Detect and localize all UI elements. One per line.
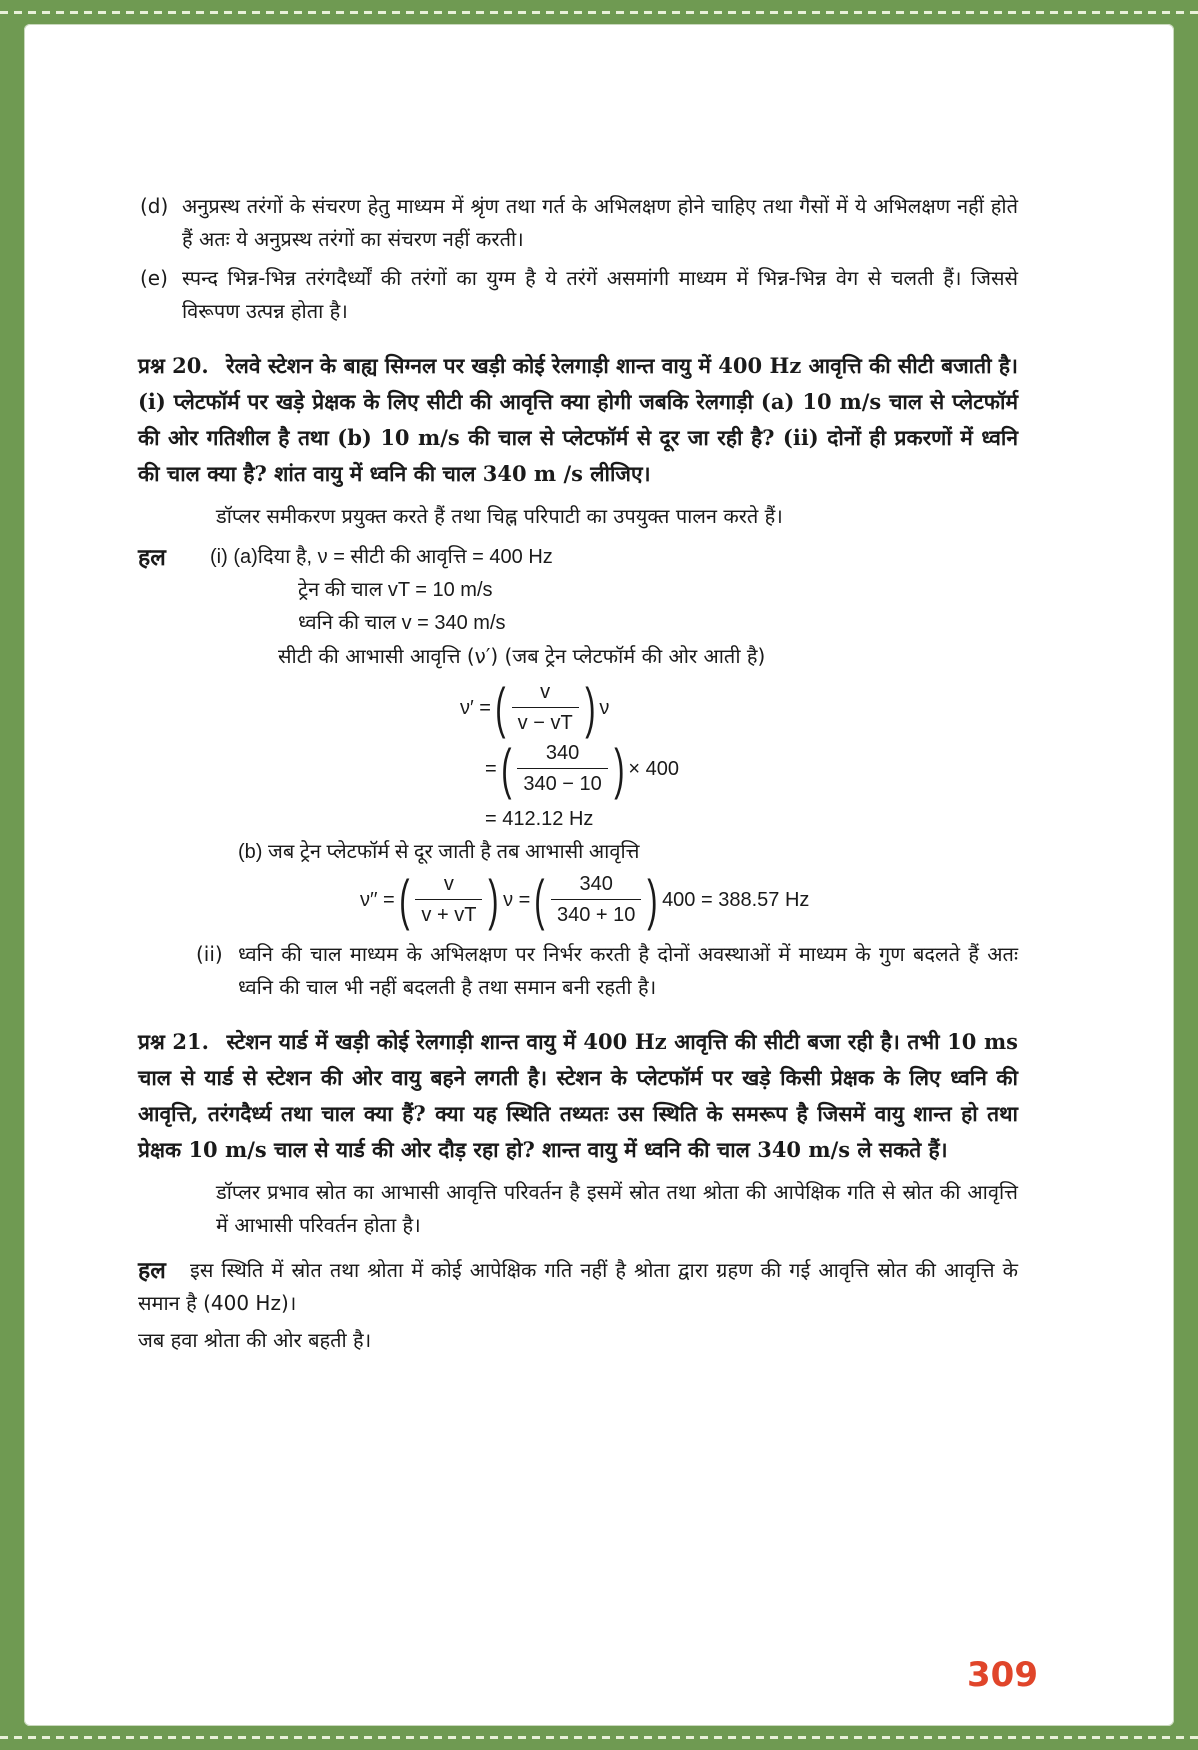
equation-3: = 412.12 Hz — [485, 808, 594, 830]
question-label: प्रश्न 20. — [138, 353, 209, 378]
paren-close: ) — [613, 736, 625, 800]
eq-tail: ν — [599, 696, 610, 719]
fraction — [415, 869, 482, 930]
paren-open: ( — [398, 867, 410, 931]
denominator: v + vT — [421, 904, 477, 926]
numerator: v — [415, 869, 482, 900]
numerator: 340 — [517, 738, 607, 769]
question-20 — [138, 348, 1018, 492]
eq-mid: ν = — [503, 888, 531, 911]
fraction — [551, 869, 641, 930]
equation-1 — [138, 677, 1018, 738]
solution-line-b: (b) जब ट्रेन प्लेटफॉर्म से दूर जाती है तब आभासी आवृत्ति — [238, 841, 640, 863]
paren-close: ) — [584, 675, 596, 739]
paren-open: ( — [500, 736, 512, 800]
solution-label: हल — [138, 1257, 166, 1284]
list-text: स्पन्द भिन्न-भिन्न तरंगदैर्ध्यों की तरंगों का युग्म है ये तरंगें असमांगी माध्यम में भिन्न-भिन्न वेग से चलती हैं। जिससे विरूपण उत्पन्न होता है। — [182, 266, 1018, 323]
solution-line: जब हवा श्रोता की ओर बहती है। — [138, 1328, 372, 1352]
eq-lhs: = — [485, 757, 497, 780]
equation-2 — [138, 738, 1018, 799]
paren-open: ( — [495, 675, 506, 739]
solution-line: सीटी की आभासी आवृत्ति (ν′) (जब ट्रेन प्लेटफॉर्म की ओर आती है) — [278, 644, 766, 668]
eq-lhs: ν′′ = — [360, 888, 395, 911]
solution-20 — [138, 541, 1018, 1004]
denominator: v − vT — [517, 712, 573, 734]
list-marker: (d) — [140, 194, 169, 218]
numerator: v — [512, 677, 579, 708]
page-number: 309 — [967, 1655, 1038, 1695]
fraction — [512, 677, 579, 738]
list-item-e — [138, 262, 1018, 328]
solution-line: ट्रेन की चाल vT = 10 m/s — [298, 579, 493, 601]
question-20-note: डॉप्लर समीकरण प्रयुक्त करते हैं तथा चिह्न परिपाटी का उपयुक्त पालन करते हैं। — [216, 504, 783, 528]
eq-lhs: ν′ = — [460, 696, 491, 719]
list-marker: (e) — [140, 266, 168, 290]
list-item-d — [138, 190, 1018, 256]
eq-tail: 400 = 388.57 Hz — [662, 888, 810, 911]
question-text: स्टेशन यार्ड में खड़ी कोई रेलगाड़ी शान्त वायु में 400 Hz आवृत्ति की सीटी बजा रही है। तभी 10 ms चाल से यार्ड से स्टेशन की ओर वायु बहने लगती है। स्टेशन के प्लेटफॉर्म पर खड़े किसी प्रेक्षक के लिए ध्वनि की आवृत्ति, तरंगदैर्ध्य तथा चाल क्या हैं? क्या यह स्थिति तथ्यतः उस स्थिति के समरूप है जिसमें वायु शान्त हो तथा प्रेक्षक 10 m/s चाल से यार्ड की ओर दौड़ रहा हो? शान्त वायु में ध्वनि की चाल 340 m/s ले सकते हैं। — [138, 1029, 1018, 1162]
list-text: अनुप्रस्थ तरंगों के संचरण हेतु माध्यम में श्रृंण तथा गर्त के अभिलक्षण होने चाहिए तथा गैसों में ये अभिलक्षण नहीं होते हैं अतः ये अनुप्रस्थ तरंगों का संचरण नहीं करती। — [182, 194, 1018, 251]
fraction — [517, 738, 607, 799]
solution-line: ध्वनि की चाल v = 340 m/s — [298, 612, 506, 634]
equation-4 — [138, 869, 1018, 930]
solution-label: हल — [138, 544, 166, 571]
eq-tail: × 400 — [628, 757, 680, 780]
paren-close: ) — [647, 867, 658, 931]
solution-21 — [138, 1254, 1018, 1357]
question-21 — [138, 1024, 1018, 1168]
solution-line: (i) (a)दिया है, ν = सीटी की आवृत्ति = 400 Hz — [210, 546, 553, 568]
question-21-note: डॉप्लर प्रभाव स्रोत का आभासी आवृत्ति परिवर्तन है इसमें स्रोत तथा श्रोता की आपेक्षिक गति से स्रोत की आवृत्ति में आभासी परिवर्तन होता है। — [216, 1180, 1018, 1237]
question-text: रेलवे स्टेशन के बाह्य सिग्नल पर खड़ी कोई रेलगाड़ी शान्त वायु में 400 Hz आवृत्ति की सीटी बजाती है। (i) प्लेटफॉर्म पर खड़े प्रेक्षक के लिए सीटी की आवृत्ति क्या होगी जबकि रेलगाड़ी (a) 10 m/s चाल से प्लेटफॉर्म की ओर गतिशील है तथा (b) 10 m/s की चाल से प्लेटफॉर्म से दूर जा रही है? (ii) दोनों ही प्रकरणों में ध्वनि की चाल क्या है? शांत वायु में ध्वनि की चाल 340 m /s लीजिए। — [138, 353, 1018, 486]
page-content — [138, 190, 1018, 1357]
solution-text: इस स्थिति में स्रोत तथा श्रोता में कोई आपेक्षिक गति नहीं है श्रोता द्वारा ग्रहण की गई आवृत्ति स्रोत की आवृत्ति के समान है (400 Hz)। — [138, 1258, 1018, 1315]
paren-open: ( — [534, 867, 545, 931]
numerator: 340 — [551, 869, 641, 900]
paren-close: ) — [488, 867, 499, 931]
list-item-ii — [194, 938, 1018, 1004]
denominator: 340 + 10 — [556, 904, 636, 926]
list-text: ध्वनि की चाल माध्यम के अभिलक्षण पर निर्भर करती है दोनों अवस्थाओं में माध्यम के गुण बदलते हैं अतः ध्वनि की चाल भी नहीं बदलती है तथा समान बनी रहती है। — [238, 942, 1018, 999]
list-marker: (ii) — [196, 942, 223, 966]
denominator: 340 − 10 — [523, 773, 602, 795]
question-label: प्रश्न 21. — [138, 1029, 209, 1054]
